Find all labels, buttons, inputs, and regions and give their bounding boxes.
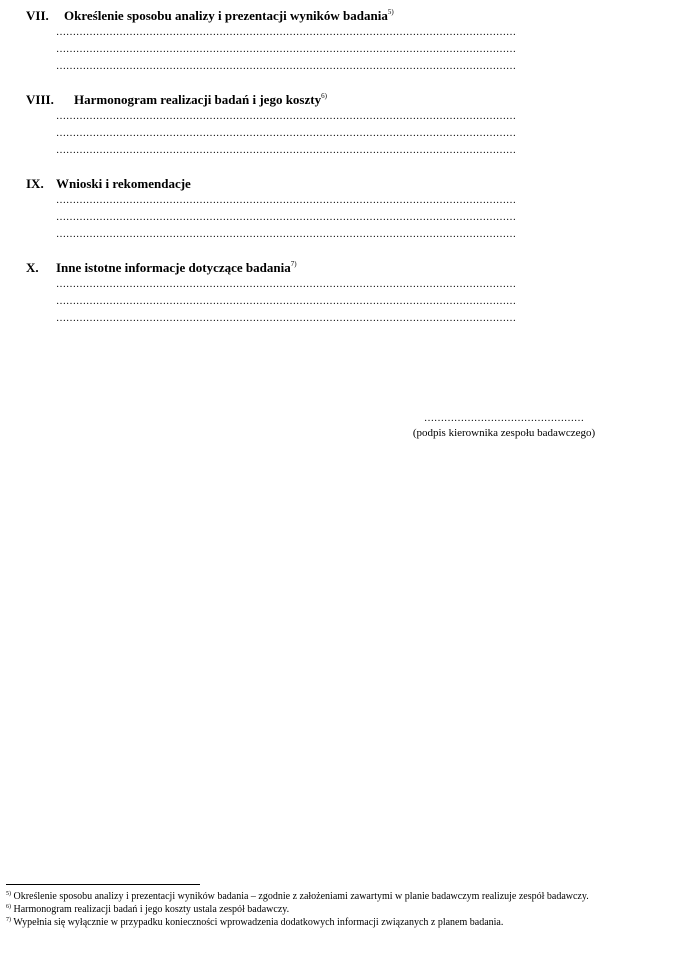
footnote-number: 6) bbox=[6, 904, 11, 910]
footnotes bbox=[6, 890, 666, 929]
dotted-line: ………………………………………………………………………………………………………………………… bbox=[56, 212, 516, 223]
footnote-text: Wypełnia się wyłącznie w przypadku konieczności wprowadzenia dodatkowych informacji związanych z planem badania. bbox=[11, 917, 504, 928]
section-heading bbox=[26, 260, 666, 276]
section-title: Wnioski i rekomendacje bbox=[56, 176, 191, 191]
signature-line: ………………………………………… bbox=[424, 413, 584, 424]
footnote-item bbox=[6, 890, 666, 903]
footnote-text: Określenie sposobu analizy i prezentacji wyników badania – zgodnie z założeniami zawartymi w planie badawczym realizuje zespół badawczy. bbox=[11, 891, 589, 902]
section-number: X. bbox=[26, 260, 39, 275]
footnote-ref: 6) bbox=[321, 92, 327, 100]
section-number: VII. bbox=[26, 8, 49, 23]
dotted-line: ………………………………………………………………………………………………………………………… bbox=[56, 44, 516, 55]
section-viii bbox=[26, 92, 666, 159]
dotted-line: ………………………………………………………………………………………………………………………… bbox=[56, 111, 516, 122]
section-number: VIII. bbox=[26, 92, 54, 107]
footnote-ref: 7) bbox=[290, 260, 297, 268]
footnote-item bbox=[6, 903, 666, 916]
dotted-line: ………………………………………………………………………………………………………………………… bbox=[56, 128, 516, 139]
signature-block bbox=[384, 413, 624, 440]
dotted-line: ………………………………………………………………………………………………………………………… bbox=[56, 27, 516, 38]
footnote-item bbox=[6, 916, 666, 929]
section-number: IX. bbox=[26, 176, 44, 191]
section-vii bbox=[26, 8, 666, 75]
section-title: Harmonogram realizacji badań i jego koszty bbox=[74, 92, 322, 107]
section-title: Inne istotne informacje dotyczące badania bbox=[56, 260, 291, 275]
footnote-number: 7) bbox=[6, 917, 11, 923]
dotted-line: ………………………………………………………………………………………………………………………… bbox=[56, 195, 516, 206]
footnote-text: Harmonogram realizacji badań i jego koszty ustala zespół badawczy. bbox=[11, 904, 290, 915]
section-heading bbox=[26, 176, 666, 192]
dotted-line: ………………………………………………………………………………………………………………………… bbox=[56, 229, 516, 240]
section-heading bbox=[26, 92, 666, 108]
dotted-line: ………………………………………………………………………………………………………………………… bbox=[56, 296, 516, 307]
footnote-ref: 5) bbox=[387, 8, 394, 16]
dotted-line: ………………………………………………………………………………………………………………………… bbox=[56, 61, 516, 72]
section-x bbox=[26, 260, 666, 327]
signature-caption: (podpis kierownika zespołu badawczego) bbox=[412, 427, 596, 439]
section-ix bbox=[26, 176, 666, 243]
footnote-number: 5) bbox=[6, 891, 11, 897]
dotted-line: ………………………………………………………………………………………………………………………… bbox=[56, 313, 516, 324]
dotted-line: ………………………………………………………………………………………………………………………… bbox=[56, 145, 516, 156]
dotted-line: ………………………………………………………………………………………………………………………… bbox=[56, 279, 516, 290]
footnote-separator bbox=[6, 884, 200, 885]
section-heading bbox=[26, 8, 666, 24]
section-title: Określenie sposobu analizy i prezentacji wyników badania bbox=[64, 8, 388, 23]
